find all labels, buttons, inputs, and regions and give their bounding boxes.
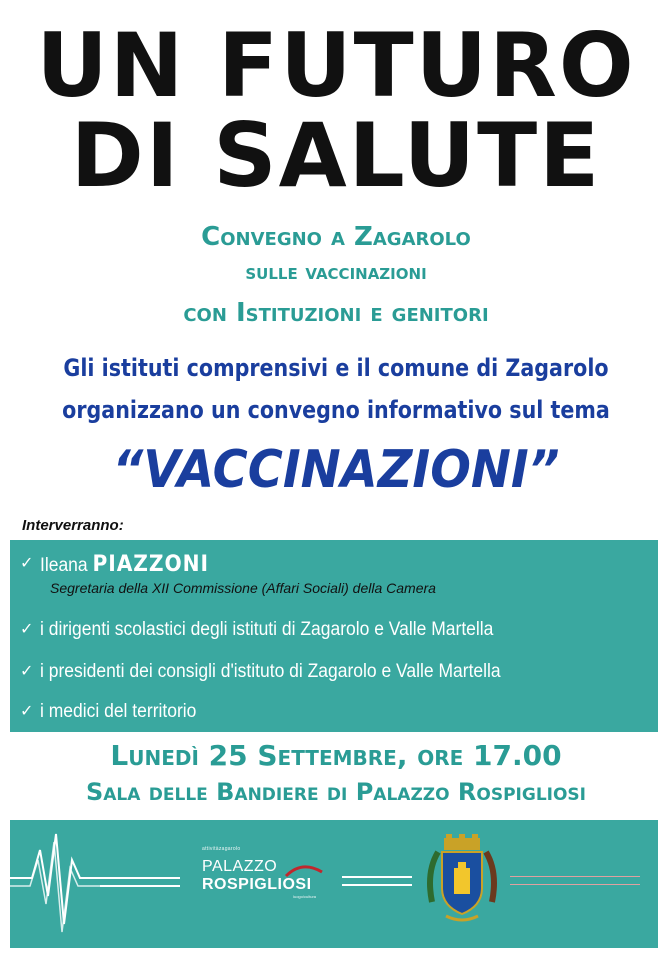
palazzo-logo	[202, 846, 342, 899]
speaker-item	[20, 554, 660, 576]
divider-line	[510, 884, 640, 885]
speaker-last-name: PIAZZONI	[92, 552, 209, 577]
event-venue: Sala delle Bandiere di Palazzo Rospigliosi	[85, 778, 586, 806]
speaker-first-name: Ileana	[40, 555, 93, 576]
speakers-panel	[10, 540, 658, 732]
footer-band	[10, 820, 658, 948]
speaker-text: i dirigenti scolastici degli istituti di Zagarolo e Valle Martella	[40, 619, 494, 640]
speaker-text: i presidenti dei consigli d'istituto di Zagarolo e Valle Martella	[40, 661, 501, 682]
logo-line-1: PALAZZO	[202, 858, 278, 875]
intro-line-2: organizzano un convegno informativo sul tema	[62, 396, 610, 424]
coat-of-arms-icon	[424, 832, 500, 932]
check-icon: ✓	[20, 663, 34, 680]
speaker-role: Segretaria della XII Commissione (Affari Sociali) della Camera	[50, 580, 436, 596]
subtitle-line-1: Convegno a Zagarolo	[201, 222, 471, 252]
subtitle-line-3: con Istituzioni e genitori	[183, 298, 489, 328]
speakers-heading: Interverranno:	[22, 517, 124, 534]
check-icon: ✓	[20, 621, 34, 638]
event-date: Lunedì 25 Settembre, ore 17.00	[110, 739, 562, 772]
intro-line-1: Gli istituti comprensivi e il comune di Zagarolo	[63, 354, 609, 382]
speaker-item	[20, 662, 660, 681]
title-line-2: DI SALUTE	[70, 104, 602, 207]
check-icon: ✓	[20, 703, 34, 720]
topic-heading: “VACCINAZIONI”	[112, 440, 560, 500]
divider-line	[342, 876, 412, 878]
check-icon: ✓	[20, 555, 34, 572]
heartbeat-icon	[10, 820, 200, 948]
speaker-item	[20, 702, 660, 721]
logo-line-2: ROSPIGLIOSI	[202, 876, 312, 893]
divider-line	[342, 884, 412, 886]
speaker-text: i medici del territorio	[40, 701, 197, 722]
subtitle-line-2: sulle vaccinazioni	[245, 260, 427, 285]
speaker-item	[20, 620, 660, 639]
divider-line	[510, 876, 640, 877]
logo-swoosh-icon	[284, 864, 324, 878]
title-line-1: UN FUTURO	[36, 14, 636, 117]
logo-small-bottom: luogo/cultura	[293, 894, 316, 899]
logo-small-top: attivitàzagarolo	[202, 846, 241, 852]
